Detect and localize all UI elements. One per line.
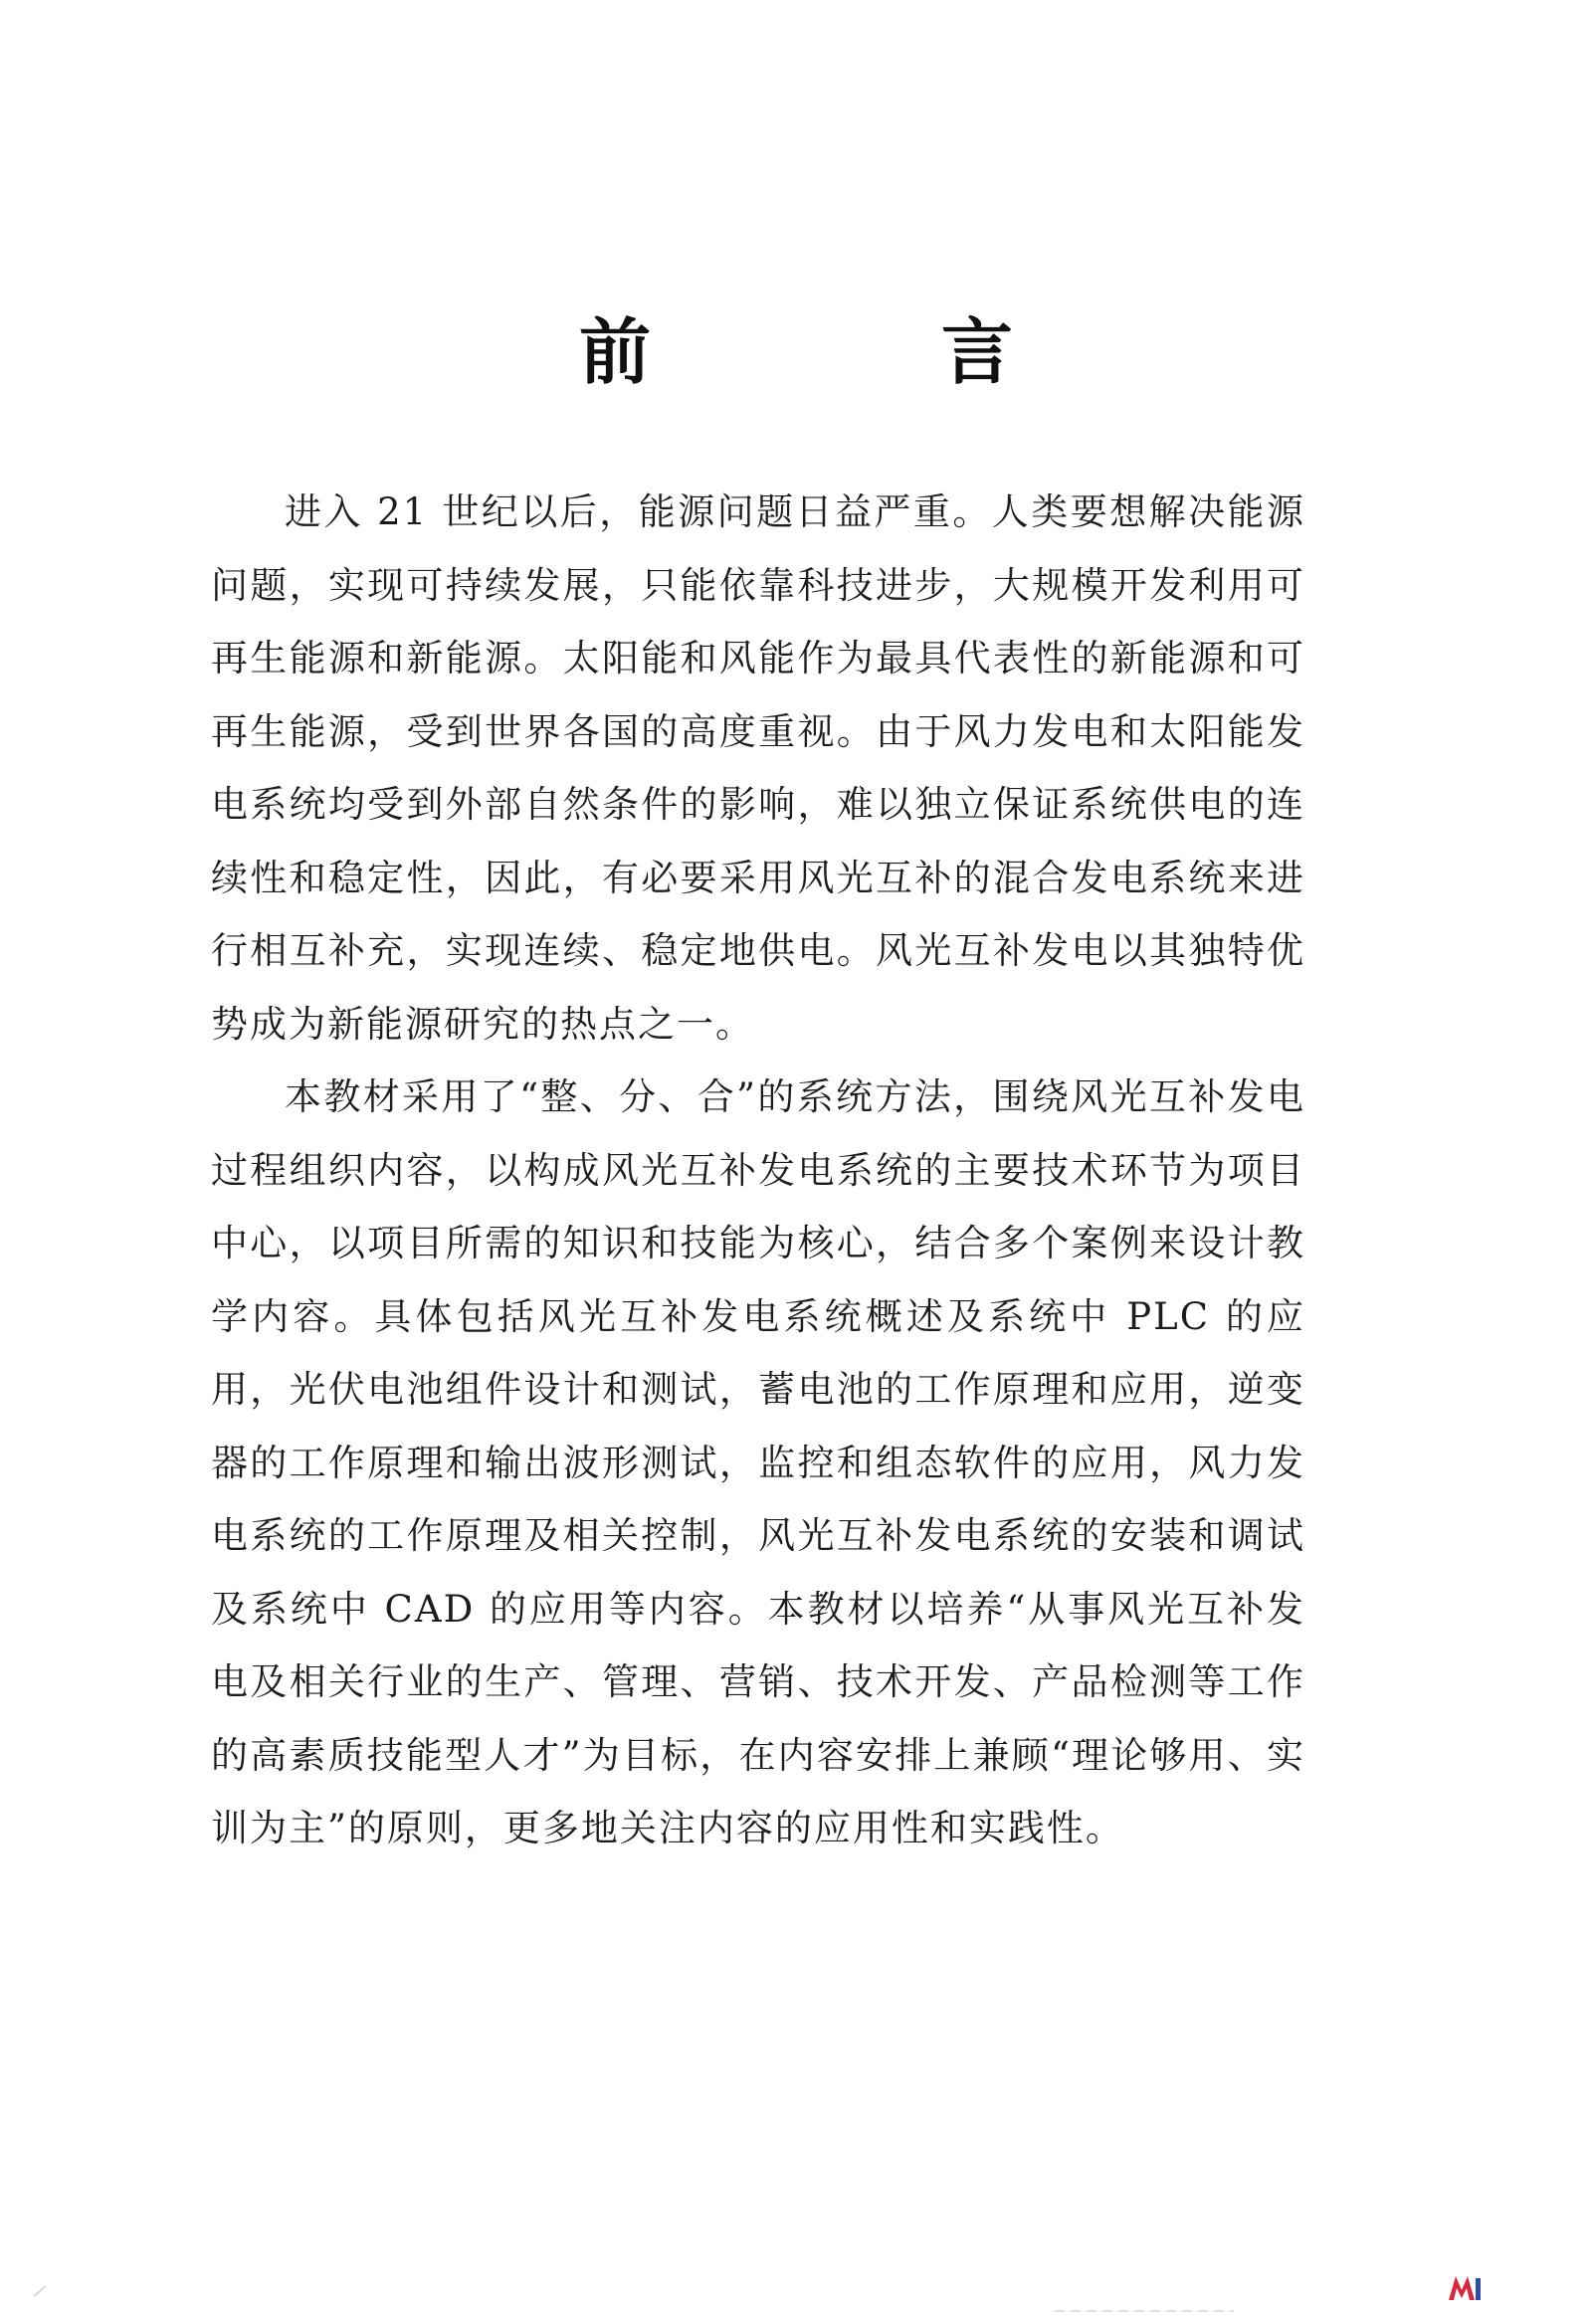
- scan-mark-icon: [30, 2268, 70, 2298]
- scan-edge-icon: [1055, 2308, 1234, 2314]
- publisher-logo-icon: [1447, 2272, 1483, 2302]
- preface-body: [211, 476, 1305, 1865]
- paragraph-2: 本教材采用了“整、分、合”的系统方法，围绕风光互补发电过程组织内容，以构成风光互补发电系统的主要技术环节为项目中心，以项目所需的知识和技能为核心，结合多个案例来设计教学内容。具体包括风光互补发电系统概述及系统中 PLC 的应用，光伏电池组件设计和测试，蓄电池的工作原理和应用，逆变器的工作原理和输出波形测试，监控和组态软件的应用，风力发电系统的工作原理及相关控制，风光互补发电系统的安装和调试及系统中 CAD 的应用等内容。本教材以培养“从事风光互补发电及相关行业的生产、管理、营销、技术开发、产品检测等工作的高素质技能型人才”为目标，在内容安排上兼顾“理论够用、实训为主”的原则，更多地关注内容的应用性和实践性。: [211, 1075, 1305, 1849]
- page-title: 前 言: [578, 310, 1122, 394]
- paragraph-1: 进入 21 世纪以后，能源问题日益严重。人类要想解决能源问题，实现可持续发展，只能依靠科技进步，大规模开发利用可再生能源和新能源。太阳能和风能作为最具代表性的新能源和可再生能源，受到世界各国的高度重视。由于风力发电和太阳能发电系统均受到外部自然条件的影响，难以独立保证系统供电的连续性和稳定性，因此，有必要采用风光互补的混合发电系统来进行相互补充，实现连续、稳定地供电。风光互补发电以其独特优势成为新能源研究的热点之一。: [211, 490, 1305, 1046]
